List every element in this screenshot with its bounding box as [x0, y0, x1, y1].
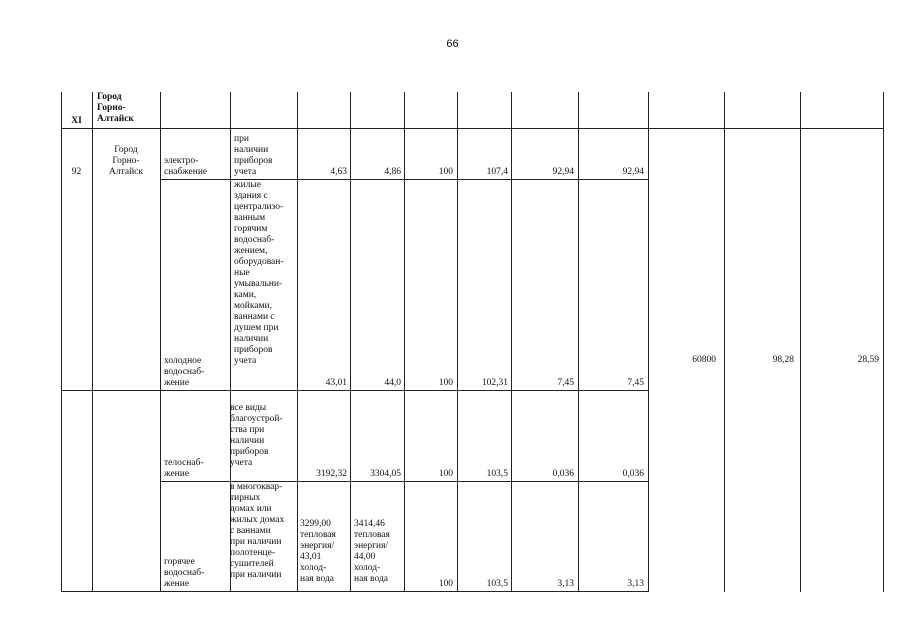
- index-growth: 103,5: [486, 469, 508, 479]
- municipality-name: Город Горно- Алтайск: [108, 145, 143, 177]
- page-number: 66: [446, 38, 459, 50]
- share-value: 28,59: [857, 355, 879, 365]
- consumption-a: 7,45: [557, 378, 574, 388]
- index-base: 100: [438, 167, 453, 177]
- service-name: горячее водоснаб- жение: [164, 557, 205, 589]
- service-condition: все виды благоустрой- ства при наличии приборов учета: [230, 403, 283, 468]
- service-condition: при наличии приборов учета: [234, 134, 273, 177]
- tariff-next: 44,0: [384, 378, 401, 388]
- tariff-next: 3414,46 тепловая энергия/ 44,00 холод- ная вода: [354, 519, 390, 584]
- consumption-b: 0,036: [622, 469, 644, 479]
- index-base: 100: [438, 579, 453, 589]
- service-name: электро- снабжение: [164, 156, 208, 177]
- section-code: XI: [71, 116, 82, 126]
- consumption-a: 0,036: [552, 469, 574, 479]
- consumption-b: 92,94: [622, 167, 644, 177]
- index-growth: 103,5: [486, 579, 508, 589]
- service-name: холодное водоснаб- жение: [164, 356, 205, 388]
- service-condition: в многоквар- тирных домах или жилых домах с ваннами при наличии полотенце- сушителей при наличии: [230, 482, 285, 580]
- index-base: 100: [438, 469, 453, 479]
- tariff-current: 3192,32: [316, 469, 347, 479]
- tariff-current: 43,01: [325, 378, 347, 388]
- section-title: Город Горно- Алтайск: [97, 92, 134, 124]
- tariff-current: 3299,00 тепловая энергия/ 43,01 холод- ная вода: [300, 519, 336, 584]
- percent-value: 98,28: [772, 355, 794, 365]
- index-growth: 102,31: [481, 378, 508, 388]
- population-count: 60800: [692, 355, 716, 365]
- index-base: 100: [438, 378, 453, 388]
- consumption-b: 3,13: [627, 579, 644, 589]
- consumption-b: 7,45: [627, 378, 644, 388]
- tariff-next: 3304,05: [370, 469, 401, 479]
- index-growth: 107,4: [486, 167, 508, 177]
- service-condition: жилые здания с централизо- ванным горячим водоснаб- жением, оборудован- ные умывальни- ками, мойками, ваннами с душем при наличии приборов учета: [234, 180, 284, 366]
- service-name: телоснаб- жение: [164, 458, 204, 479]
- tariff-current: 4,63: [330, 167, 347, 177]
- consumption-a: 92,94: [552, 167, 574, 177]
- tariff-next: 4,86: [384, 167, 401, 177]
- consumption-a: 3,13: [557, 579, 574, 589]
- row-number: 92: [71, 167, 82, 177]
